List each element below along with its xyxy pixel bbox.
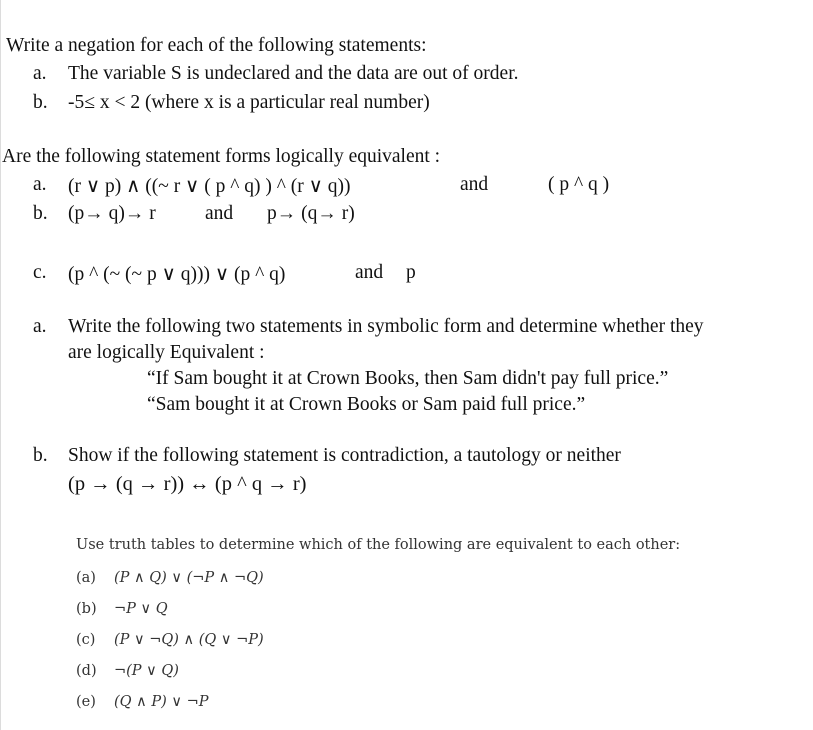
truth-table-item-b-expr: [114, 601, 168, 617]
equivalence-item-c-right: p: [406, 262, 416, 283]
truth-table-item-c-label: (c): [76, 632, 96, 648]
equivalence-item-a-letter: a.: [33, 174, 47, 195]
truth-table-item-d-label: (d): [76, 663, 97, 679]
equivalence-item-a-conj: and: [460, 174, 489, 195]
truth-table-item-b-expr-text: ¬P ∨ Q: [114, 601, 168, 617]
equivalence-item-b-conj: and: [205, 203, 234, 224]
equivalence-heading: Are the following statement forms logically equivalent :: [2, 146, 441, 167]
negation-item-b-text: -5≤ x < 2 (where x is a particular real number): [68, 92, 430, 113]
equivalence-item-a-right: ( p ^ q ): [548, 174, 610, 195]
truth-table-item-b-label: (b): [76, 601, 97, 617]
equivalence-item-c-left: (p ^ (~ (~ p ∨ q))) ∨ (p ^ q): [68, 264, 286, 285]
truth-table-item-a-expr: [114, 570, 264, 586]
truth-table-item-a-expr-text: (P ∧ Q) ∨ (¬P ∧ ¬Q): [114, 570, 264, 586]
symbolic-quote-2: “Sam bought it at Crown Books or Sam paid full price.”: [147, 394, 586, 415]
negation-item-a-letter: a.: [33, 63, 47, 84]
truth-table-intro: Use truth tables to determine which of the following are equivalent to each other:: [76, 537, 681, 553]
truth-table-item-e-label: (e): [76, 694, 96, 710]
symbolic-item-a-line2: are logically Equivalent :: [68, 342, 265, 363]
equivalence-item-a-left: (r ∨ p) ∧ ((~ r ∨ ( p ^ q) ) ^ (r ∨ q)): [68, 176, 351, 197]
truth-table-item-d-expr-text: ¬(P ∨ Q): [114, 663, 179, 679]
equivalence-item-c-letter: c.: [33, 262, 47, 283]
tautology-item-b-line1: Show if the following statement is contradiction, a tautology or neither: [68, 445, 621, 466]
tautology-item-b-letter: b.: [33, 445, 48, 466]
truth-table-item-e-expr: [114, 694, 209, 710]
symbolic-quote-1: “If Sam bought it at Crown Books, then Sam didn't pay full price.”: [147, 368, 669, 389]
tautology-formula: (p → (q → r)) ↔ (p ^ q → r): [68, 473, 307, 495]
equivalence-item-b-letter: b.: [33, 203, 48, 224]
equivalence-item-b-left: (p→ q)→ r: [68, 203, 156, 224]
truth-table-item-a-label: (a): [76, 570, 96, 586]
truth-table-item-e-expr-text: (Q ∧ P) ∨ ¬P: [114, 694, 209, 710]
equivalence-item-c-conj: and: [355, 262, 384, 283]
truth-table-item-c-expr: [114, 632, 264, 648]
negation-item-a-text: The variable S is undeclared and the data are out of order.: [68, 63, 519, 84]
negation-heading: Write a negation for each of the following statements:: [6, 35, 427, 56]
symbolic-item-a-letter: a.: [33, 316, 47, 337]
negation-item-b-letter: b.: [33, 92, 48, 113]
truth-table-item-d-expr: [114, 663, 179, 679]
symbolic-item-a-line1: Write the following two statements in symbolic form and determine whether they: [68, 316, 704, 337]
truth-table-item-c-expr-text: (P ∨ ¬Q) ∧ (Q ∨ ¬P): [114, 632, 264, 648]
equivalence-item-b-right: p→ (q→ r): [267, 203, 355, 224]
